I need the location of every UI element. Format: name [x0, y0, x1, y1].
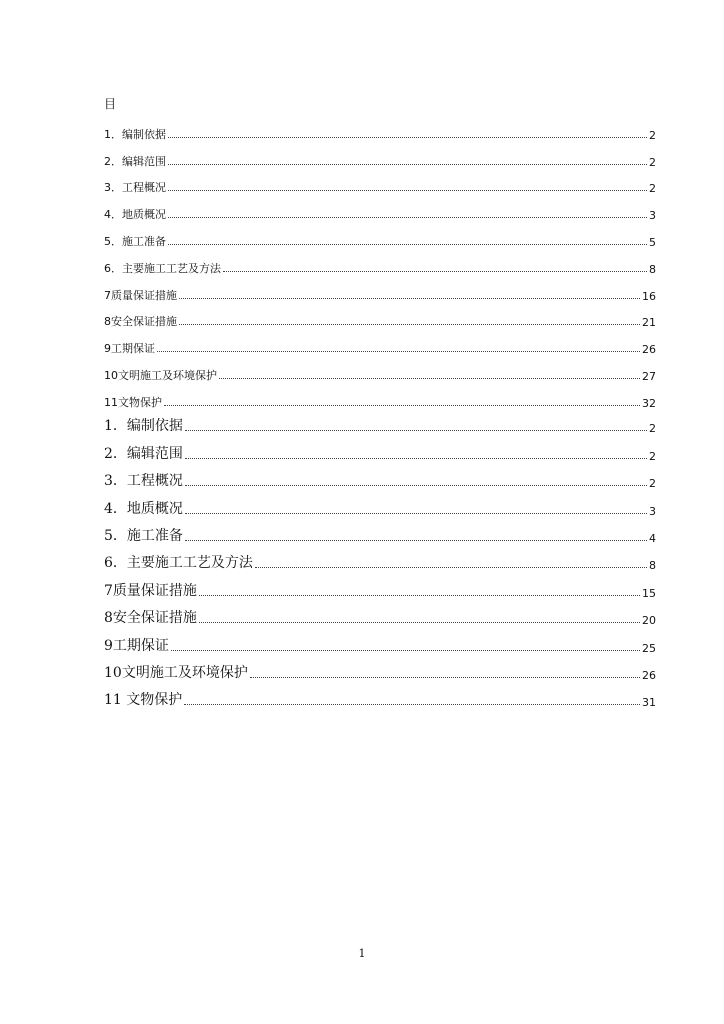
toc-entry[interactable] [104, 170, 656, 197]
toc-entry-title: 2．编辑范围 [104, 154, 166, 168]
toc-entry-title: 9工期保证 [104, 637, 169, 654]
toc-entry[interactable] [104, 601, 656, 628]
toc-entry[interactable] [104, 304, 656, 331]
toc-entry-page: 8 [649, 262, 656, 276]
toc-entry-page: 16 [642, 289, 656, 303]
toc-dot-leader [157, 351, 640, 352]
toc-entry[interactable] [104, 116, 656, 143]
toc-entry-page: 26 [642, 668, 656, 682]
toc-entry-page: 4 [649, 531, 656, 545]
toc-entry-title: 8安全保证措施 [104, 315, 177, 329]
toc-entry-page: 21 [642, 316, 656, 330]
toc-entry[interactable] [104, 464, 656, 491]
toc-dot-leader [171, 650, 640, 651]
toc-entry-page: 27 [642, 369, 656, 383]
toc-dot-leader [168, 190, 647, 191]
toc-entry-title: 1．编制依据 [104, 127, 166, 141]
toc-entry-page: 2 [649, 449, 656, 463]
toc-entry-title: 10文明施工及环境保护 [104, 664, 248, 681]
toc-entry[interactable] [104, 491, 656, 518]
toc-dot-leader [168, 217, 647, 218]
toc-dot-leader [185, 513, 647, 514]
toc-entry-page: 2 [649, 422, 656, 436]
toc-dot-leader [185, 540, 647, 541]
toc-entry-page: 3 [649, 504, 656, 518]
toc-dot-leader [199, 595, 640, 596]
toc-dot-leader [250, 677, 640, 678]
toc-dot-leader [184, 704, 640, 705]
toc-dot-leader [219, 378, 640, 379]
page-number: 1 [358, 947, 366, 960]
toc-entry-title: 5．施工准备 [104, 527, 183, 544]
toc-dot-leader [179, 298, 640, 299]
toc-entry-page: 2 [649, 155, 656, 169]
toc-entry-page: 2 [649, 477, 656, 491]
toc-entry-page: 5 [649, 235, 656, 249]
toc-dot-leader [223, 271, 647, 272]
toc-dot-leader [255, 567, 647, 568]
toc-entry[interactable] [104, 384, 656, 411]
toc-entry-title: 6．主要施工工艺及方法 [104, 555, 253, 572]
toc-dot-leader [185, 458, 647, 459]
toc-entry[interactable] [104, 656, 656, 683]
toc-entry-title: 1．编制依据 [104, 418, 183, 435]
toc-entry-title: 4．地质概况 [104, 500, 183, 517]
toc-entry[interactable] [104, 357, 656, 384]
toc-entry-page: 20 [642, 614, 656, 628]
toc-entry-title: 5．施工准备 [104, 234, 166, 248]
toc-entry-page: 32 [642, 396, 656, 410]
toc-entry-title: 10文明施工及环境保护 [104, 368, 217, 382]
toc-dot-leader [185, 430, 647, 431]
toc-entry[interactable] [104, 409, 656, 436]
toc-entry[interactable] [104, 330, 656, 357]
toc-entry-title: 11文物保护 [104, 395, 162, 409]
toc-entry[interactable] [104, 277, 656, 304]
toc-entry[interactable] [104, 573, 656, 600]
toc-entry[interactable] [104, 628, 656, 655]
toc-entry[interactable] [104, 143, 656, 170]
toc-entry[interactable] [104, 436, 656, 463]
toc-dot-leader [185, 485, 647, 486]
toc-entry-title: 9工期保证 [104, 342, 155, 356]
toc-entry[interactable] [104, 223, 656, 250]
toc-dot-leader [164, 405, 640, 406]
toc-entry-page: 2 [649, 128, 656, 142]
toc-entry-page: 3 [649, 209, 656, 223]
toc-entry-title: 6．主要施工工艺及方法 [104, 261, 221, 275]
toc-entry-page: 26 [642, 343, 656, 357]
toc-entry[interactable] [104, 683, 656, 710]
toc-entry-page: 15 [642, 586, 656, 600]
toc-entry-title: 8安全保证措施 [104, 610, 197, 627]
toc-list-primary [104, 116, 656, 411]
toc-dot-leader [168, 164, 647, 165]
toc-entry-title: 4．地质概况 [104, 208, 166, 222]
toc-list-secondary [104, 409, 656, 710]
toc-dot-leader [179, 324, 640, 325]
toc-entry-title: 7质量保证措施 [104, 288, 177, 302]
toc-entry-title: 7质量保证措施 [104, 582, 197, 599]
toc-entry-title: 11 文物保护 [104, 692, 183, 709]
toc-entry-page: 8 [649, 559, 656, 573]
toc-entry[interactable] [104, 546, 656, 573]
toc-entry-page: 25 [642, 641, 656, 655]
toc-entry-title: 3．工程概况 [104, 473, 183, 490]
toc-dot-leader [168, 244, 647, 245]
toc-dot-leader [199, 622, 640, 623]
toc-entry[interactable] [104, 519, 656, 546]
toc-dot-leader [168, 137, 647, 138]
toc-entry-title: 3．工程概况 [104, 181, 166, 195]
toc-entry[interactable] [104, 250, 656, 277]
toc-heading: 目 [104, 97, 117, 111]
toc-entry-page: 2 [649, 182, 656, 196]
toc-entry[interactable] [104, 196, 656, 223]
toc-entry-title: 2．编辑范围 [104, 445, 183, 462]
toc-entry-page: 31 [642, 696, 656, 710]
